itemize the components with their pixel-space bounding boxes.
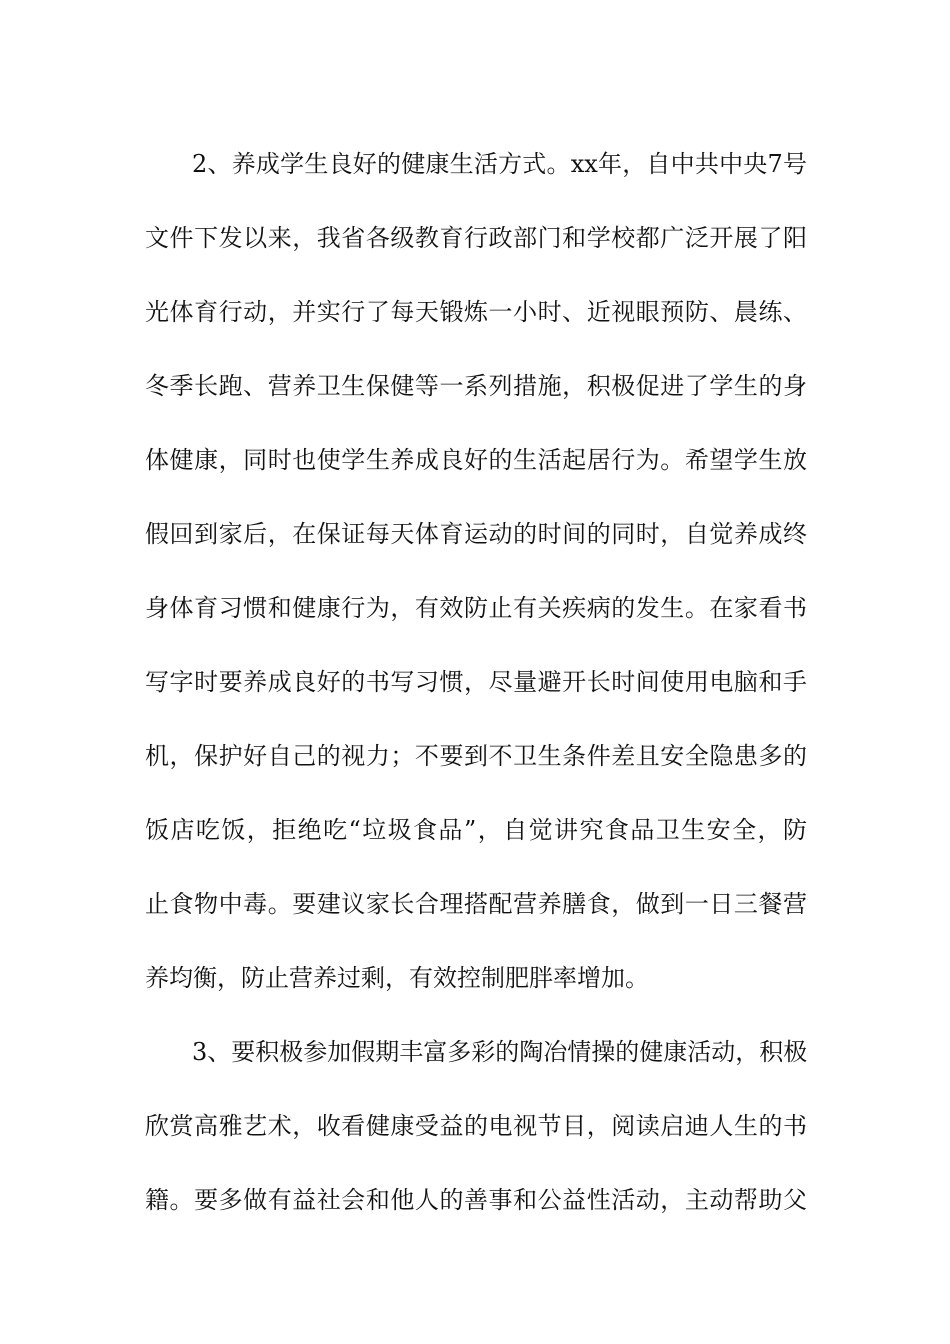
document-body	[145, 127, 807, 1237]
paragraph-2-line-3: 光体育行动，并实行了每天锻炼一小时、近视眼预防、晨练、	[145, 298, 807, 326]
paragraph-3-line-3: 籍。要多做有益社会和他人的善事和公益性活动，主动帮助父	[145, 1186, 807, 1214]
paragraph-2-line-10: 饭店吃饭，拒绝吃“垃圾食品”，自觉讲究食品卫生安全，防	[145, 816, 807, 844]
paragraph-2-line-6: 假回到家后，在保证每天体育运动的时间的同时，自觉养成终	[145, 520, 807, 548]
paragraph-2-line-1: 2、养成学生良好的健康生活方式。xx年，自中共中央7号	[192, 150, 807, 178]
paragraph-2-line-11: 止食物中毒。要建议家长合理搭配营养膳食，做到一日三餐营	[145, 890, 807, 918]
paragraph-3-line-2: 欣赏高雅艺术，收看健康受益的电视节目，阅读启迪人生的书	[145, 1112, 807, 1140]
paragraph-2-line-12: 养均衡，防止营养过剩，有效控制肥胖率增加。	[145, 964, 649, 992]
paragraph-2-line-2: 文件下发以来，我省各级教育行政部门和学校都广泛开展了阳	[145, 224, 807, 252]
paragraph-2-line-9: 机，保护好自己的视力；不要到不卫生条件差且安全隐患多的	[145, 742, 807, 770]
paragraph-2-line-7: 身体育习惯和健康行为，有效防止有关疾病的发生。在家看书	[145, 594, 807, 622]
paragraph-3-line-1: 3、要积极参加假期丰富多彩的陶冶情操的健康活动，积极	[192, 1038, 807, 1066]
paragraph-2-line-4: 冬季长跑、营养卫生保健等一系列措施，积极促进了学生的身	[145, 372, 807, 400]
paragraph-2-line-8: 写字时要养成良好的书写习惯，尽量避开长时间使用电脑和手	[145, 668, 807, 696]
paragraph-2-line-5: 体健康，同时也使学生养成良好的生活起居行为。希望学生放	[145, 446, 807, 474]
